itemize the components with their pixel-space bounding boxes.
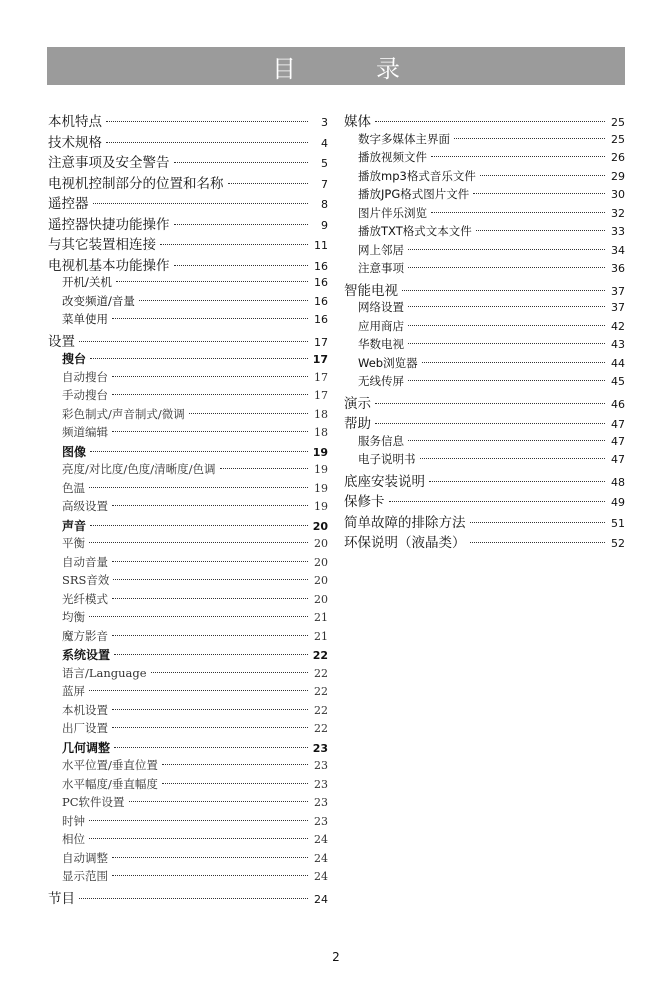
toc-entry[interactable]: [48, 192, 328, 213]
toc-entry-label: 应用商店: [358, 318, 404, 333]
dot-leader: [89, 542, 308, 543]
toc-entry[interactable]: [48, 131, 328, 152]
dot-leader: [473, 193, 605, 194]
page-number: 2: [332, 950, 340, 964]
toc-entry-page: 19: [314, 463, 328, 476]
toc-entry[interactable]: [48, 665, 328, 684]
toc-entry[interactable]: [48, 720, 328, 739]
toc-entry[interactable]: [344, 318, 625, 337]
toc-entry-label: 底座安装说明: [344, 473, 425, 490]
toc-entry-label: 演示: [344, 395, 371, 412]
toc-entry[interactable]: [344, 531, 625, 552]
dot-leader: [79, 341, 308, 342]
toc-entry-label: 注意事项及安全警告: [48, 155, 170, 171]
dot-leader: [408, 267, 605, 268]
toc-entry-label: 遥控器快捷功能操作: [48, 216, 170, 233]
dot-leader: [112, 376, 308, 377]
toc-entry-page: 23: [314, 759, 328, 772]
toc-entry-label: 媒体: [344, 114, 371, 130]
dot-leader: [93, 203, 309, 204]
toc-entry-page: 37: [611, 284, 625, 298]
dot-leader: [431, 156, 605, 157]
dot-leader: [129, 801, 308, 802]
toc-entry[interactable]: [344, 299, 625, 318]
toc-entry-label: PC软件设置: [62, 795, 125, 809]
toc-entry[interactable]: [48, 591, 328, 610]
dot-leader: [89, 616, 308, 617]
toc-entry-page: 22: [312, 649, 328, 662]
toc-entry[interactable]: [48, 330, 328, 351]
toc-entry[interactable]: [48, 628, 328, 647]
toc-entry-page: 17: [314, 335, 328, 349]
dot-leader: [112, 857, 308, 858]
toc-entry[interactable]: [48, 517, 328, 536]
toc-entry[interactable]: [48, 850, 328, 869]
toc-entry-page: 7: [321, 177, 328, 191]
dot-leader: [112, 598, 308, 599]
toc-entry-page: 45: [611, 375, 625, 388]
toc-entry-page: 23: [312, 741, 328, 755]
toc-entry[interactable]: [344, 279, 625, 300]
toc-entry-page: 33: [611, 225, 625, 238]
dot-leader: [112, 727, 308, 728]
toc-entry-label: 光纤模式: [62, 591, 108, 606]
toc-entry-page: 3: [321, 116, 328, 129]
toc-entry-page: 24: [314, 833, 328, 846]
toc-entry[interactable]: [344, 110, 625, 131]
toc-entry-label: 频道编辑: [62, 425, 108, 439]
toc-entry-label: 播放视频文件: [358, 150, 427, 164]
toc-entry-label: 自动音量: [62, 554, 108, 569]
toc-entry-label: 蓝屏: [62, 684, 85, 698]
toc-entry-page: 9: [321, 218, 328, 232]
dot-leader: [160, 244, 308, 245]
toc-entry[interactable]: [344, 490, 625, 511]
toc-entry-label: 网络设置: [358, 300, 404, 314]
toc-entry[interactable]: [344, 511, 625, 532]
toc-entry-label: 电子说明书: [358, 452, 416, 466]
toc-entry[interactable]: [48, 683, 328, 702]
toc-entry-label: 平衡: [62, 536, 85, 550]
toc-entry-page: 25: [611, 116, 625, 129]
toc-entry[interactable]: [48, 702, 328, 721]
toc-entry[interactable]: [48, 369, 328, 388]
toc-entry[interactable]: [48, 554, 328, 573]
toc-entry-label: 搜台: [62, 352, 87, 366]
dot-leader: [112, 318, 308, 319]
toc-entry[interactable]: [48, 213, 328, 234]
dot-leader: [408, 343, 605, 344]
toc-entry[interactable]: [48, 350, 328, 369]
dot-leader: [90, 525, 308, 526]
dot-leader: [162, 764, 308, 765]
toc-entry[interactable]: [48, 151, 328, 172]
toc-entry[interactable]: [344, 149, 625, 168]
dot-leader: [422, 362, 605, 363]
toc-entry[interactable]: [344, 392, 625, 413]
dot-leader: [408, 249, 605, 250]
toc-entry[interactable]: [48, 406, 328, 425]
toc-entry-label: 播放JPG格式图片文件: [358, 187, 470, 201]
toc-entry[interactable]: [48, 498, 328, 517]
toc-entry-page: 46: [611, 397, 625, 411]
dot-leader: [112, 635, 308, 636]
toc-entry-page: 43: [611, 338, 625, 351]
dot-leader: [114, 654, 308, 655]
toc-entry-page: 24: [314, 851, 328, 865]
dot-leader: [112, 875, 308, 876]
toc-entry-page: 22: [314, 666, 328, 680]
toc-entry-label: 遥控器: [48, 196, 89, 212]
toc-entry-page: 20: [314, 592, 328, 606]
toc-entry[interactable]: [48, 646, 328, 665]
toc-entry[interactable]: [48, 172, 328, 193]
toc-entry-label: 播放mp3格式音乐文件: [358, 168, 476, 183]
toc-entry-label: 图像: [62, 444, 87, 459]
toc-entry[interactable]: [344, 451, 625, 470]
toc-entry-label: 系统设置: [62, 648, 111, 662]
dot-leader: [389, 501, 606, 502]
toc-entry-page: 26: [611, 151, 625, 164]
toc-entry-label: 帮助: [344, 416, 371, 432]
toc-entry-label: 电视机基本功能操作: [48, 257, 170, 274]
toc-entry-page: 23: [314, 777, 328, 791]
toc-entry-page: 17: [312, 353, 328, 366]
toc-entry-label: 显示范围: [62, 869, 108, 883]
dot-leader: [114, 747, 308, 748]
toc-entry-page: 23: [314, 796, 328, 809]
toc-entry-label: 改变频道/音量: [62, 293, 135, 308]
toc-entry-label: 本机设置: [62, 702, 108, 717]
toc-entry-page: 5: [321, 157, 328, 170]
toc-entry-label: 数字多媒体主界面: [358, 131, 450, 146]
toc-entry[interactable]: [48, 254, 328, 275]
toc-entry-page: 30: [611, 188, 625, 201]
dot-leader: [454, 138, 605, 139]
dot-leader: [89, 820, 308, 821]
dot-leader: [139, 300, 308, 301]
toc-entry[interactable]: [344, 186, 625, 205]
toc-entry[interactable]: [48, 110, 328, 131]
dot-leader: [431, 212, 605, 213]
toc-entry-page: 20: [314, 574, 328, 587]
toc-entry-label: 华数电视: [358, 337, 404, 351]
toc-entry[interactable]: [344, 242, 625, 261]
toc-entry-label: 网上邻居: [358, 242, 404, 257]
toc-entry[interactable]: [344, 260, 625, 279]
toc-entry-page: 18: [314, 426, 328, 439]
dot-leader: [375, 121, 605, 122]
toc-entry[interactable]: [48, 387, 328, 406]
toc-entry[interactable]: [48, 887, 328, 908]
dot-leader: [116, 281, 308, 282]
toc-entry[interactable]: [48, 443, 328, 462]
toc-entry[interactable]: [48, 424, 328, 443]
dot-leader: [89, 838, 308, 839]
dot-leader: [89, 487, 308, 488]
toc-entry-label: 自动搜台: [62, 369, 108, 384]
toc-entry-page: 17: [314, 370, 328, 384]
toc-entry-label: 自动调整: [62, 850, 108, 865]
toc-entry[interactable]: [48, 794, 328, 813]
toc-left-column: [48, 110, 328, 907]
toc-entry-page: 19: [312, 445, 328, 459]
dot-leader: [79, 898, 308, 899]
toc-entry-page: 18: [314, 407, 328, 421]
dot-leader: [408, 380, 605, 381]
dot-leader: [429, 481, 605, 482]
dot-leader: [480, 175, 605, 176]
toc-entry-page: 47: [611, 434, 625, 448]
toc-entry[interactable]: [48, 572, 328, 591]
toc-entry-label: 设置: [48, 333, 75, 350]
toc-entry[interactable]: [344, 223, 625, 242]
toc-entry[interactable]: [344, 433, 625, 452]
toc-entry-page: 47: [611, 453, 625, 466]
dot-leader: [174, 162, 309, 163]
toc-entry-page: 20: [312, 519, 328, 533]
dot-leader: [112, 709, 308, 710]
dot-leader: [470, 542, 606, 543]
toc-entry-label: 技术规格: [48, 134, 102, 151]
toc-entry-page: 19: [314, 500, 328, 513]
toc-entry[interactable]: [48, 274, 328, 293]
toc-entry-page: 22: [314, 722, 328, 735]
toc-entry[interactable]: [48, 480, 328, 499]
dot-leader: [420, 458, 606, 459]
toc-entry-page: 22: [314, 703, 328, 717]
toc-entry-label: 无线传屏: [358, 374, 404, 388]
toc-entry-label: 注意事项: [358, 261, 404, 275]
toc-entry-label: 服务信息: [358, 433, 404, 448]
toc-entry-page: 22: [314, 685, 328, 698]
toc-entry-page: 23: [314, 814, 328, 828]
toc-entry[interactable]: [48, 831, 328, 850]
toc-entry-label: 语言/Language: [62, 665, 147, 680]
toc-entry-page: 36: [611, 262, 625, 275]
toc-entry-page: 16: [314, 294, 328, 308]
toc-entry-page: 48: [611, 475, 625, 489]
dot-leader: [174, 265, 309, 266]
toc-entry-label: 节目: [48, 890, 75, 907]
dot-leader: [174, 224, 309, 225]
toc-entry-label: 手动搜台: [62, 388, 108, 402]
toc-entry-page: 16: [314, 313, 328, 326]
toc-entry-label: 保修卡: [344, 494, 385, 510]
toc-right-column: [344, 110, 625, 552]
toc-entry[interactable]: [48, 233, 328, 254]
toc-entry[interactable]: [344, 205, 625, 224]
toc-entry[interactable]: [344, 412, 625, 433]
dot-leader: [375, 403, 605, 404]
toc-entry-label: 均衡: [62, 610, 85, 624]
toc-entry-label: 电视机控制部分的位置和名称: [48, 175, 224, 192]
toc-entry[interactable]: [48, 813, 328, 832]
dot-leader: [90, 451, 308, 452]
dot-leader: [112, 431, 308, 432]
toc-entry-page: 16: [314, 276, 328, 289]
toc-entry-label: 相位: [62, 832, 85, 846]
dot-leader: [408, 306, 605, 307]
toc-entry-label: 开机/关机: [62, 275, 112, 289]
toc-entry-page: 42: [611, 319, 625, 333]
dot-leader: [375, 423, 605, 424]
toc-entry-page: 20: [314, 537, 328, 550]
toc-entry-label: 与其它装置相连接: [48, 237, 156, 253]
dot-leader: [113, 579, 308, 580]
toc-entry-page: 21: [314, 629, 328, 643]
toc-entry-page: 29: [611, 169, 625, 183]
toc-entry-page: 19: [314, 481, 328, 495]
toc-entry[interactable]: [48, 868, 328, 887]
toc-entry-label: 魔方影音: [62, 628, 108, 643]
dot-leader: [402, 290, 605, 291]
toc-entry-label: 简单故障的排除方法: [344, 514, 466, 531]
toc-entry-page: 17: [314, 389, 328, 402]
toc-entry-label: 出厂设置: [62, 721, 108, 735]
toc-entry-label: 水平幅度/垂直幅度: [62, 776, 158, 791]
toc-entry-page: 51: [611, 516, 625, 530]
toc-entry-page: 32: [611, 206, 625, 220]
toc-entry-label: 时钟: [62, 813, 85, 828]
toc-entry[interactable]: [344, 336, 625, 355]
toc-entry-page: 34: [611, 243, 625, 257]
dot-leader: [408, 440, 605, 441]
toc-entry-label: SRS音效: [62, 573, 110, 587]
toc-entry[interactable]: [48, 461, 328, 480]
toc-entry[interactable]: [344, 470, 625, 491]
toc-entry-page: 24: [314, 892, 328, 906]
toc-entry-label: 彩色制式/声音制式/微调: [62, 406, 185, 421]
dot-leader: [228, 183, 309, 184]
dot-leader: [151, 672, 308, 673]
toc-entry-label: 声音: [62, 518, 87, 533]
toc-entry-page: 25: [611, 132, 625, 146]
toc-entry-label: 本机特点: [48, 114, 102, 130]
dot-leader: [90, 358, 308, 359]
dot-leader: [408, 325, 605, 326]
dot-leader: [89, 690, 308, 691]
toc-entry[interactable]: [344, 373, 625, 392]
toc-entry-label: 高级设置: [62, 499, 108, 513]
toc-entry-page: 11: [314, 239, 328, 252]
toc-entry-page: 47: [611, 418, 625, 431]
toc-entry-label: Web浏览器: [358, 355, 418, 370]
toc-entry-page: 4: [321, 136, 328, 150]
toc-entry[interactable]: [344, 131, 625, 150]
toc-entry-page: 37: [611, 301, 625, 314]
dot-leader: [112, 394, 308, 395]
toc-entry-label: 菜单使用: [62, 312, 108, 326]
dot-leader: [106, 142, 308, 143]
toc-entry-label: 亮度/对比度/色度/清晰度/色调: [62, 462, 216, 476]
toc-entry[interactable]: [48, 739, 328, 758]
dot-leader: [112, 505, 308, 506]
toc-entry-page: 24: [314, 870, 328, 883]
toc-entry-label: 水平位置/垂直位置: [62, 758, 158, 772]
dot-leader: [189, 413, 308, 414]
dot-leader: [476, 230, 605, 231]
toc-entry-label: 几何调整: [62, 740, 111, 755]
toc-entry[interactable]: [48, 757, 328, 776]
toc-entry-page: 20: [314, 555, 328, 569]
toc-title-bar: [47, 47, 625, 85]
toc-title: 目 录: [272, 54, 428, 83]
toc-entry[interactable]: [48, 293, 328, 312]
toc-entry[interactable]: [48, 535, 328, 554]
toc-entry[interactable]: [48, 609, 328, 628]
toc-entry-label: 色温: [62, 480, 85, 495]
dot-leader: [112, 561, 308, 562]
dot-leader: [220, 468, 309, 469]
dot-leader: [470, 522, 606, 523]
toc-entry[interactable]: [48, 776, 328, 795]
toc-entry-page: 21: [314, 611, 328, 624]
toc-entry-label: 智能电视: [344, 282, 398, 299]
toc-entry-page: 16: [314, 259, 328, 273]
dot-leader: [162, 783, 308, 784]
toc-entry[interactable]: [344, 355, 625, 374]
toc-entry[interactable]: [48, 311, 328, 330]
toc-entry-label: 图片伴乐浏览: [358, 205, 427, 220]
toc-entry-page: 49: [611, 496, 625, 509]
toc-entry-label: 环保说明（液晶类）: [344, 535, 466, 551]
dot-leader: [106, 121, 308, 122]
toc-entry[interactable]: [344, 168, 625, 187]
toc-entry-label: 播放TXT格式文本文件: [358, 224, 472, 238]
toc-entry-page: 44: [611, 356, 625, 370]
toc-entry-page: 8: [321, 198, 328, 211]
toc-entry-page: 52: [611, 537, 625, 550]
